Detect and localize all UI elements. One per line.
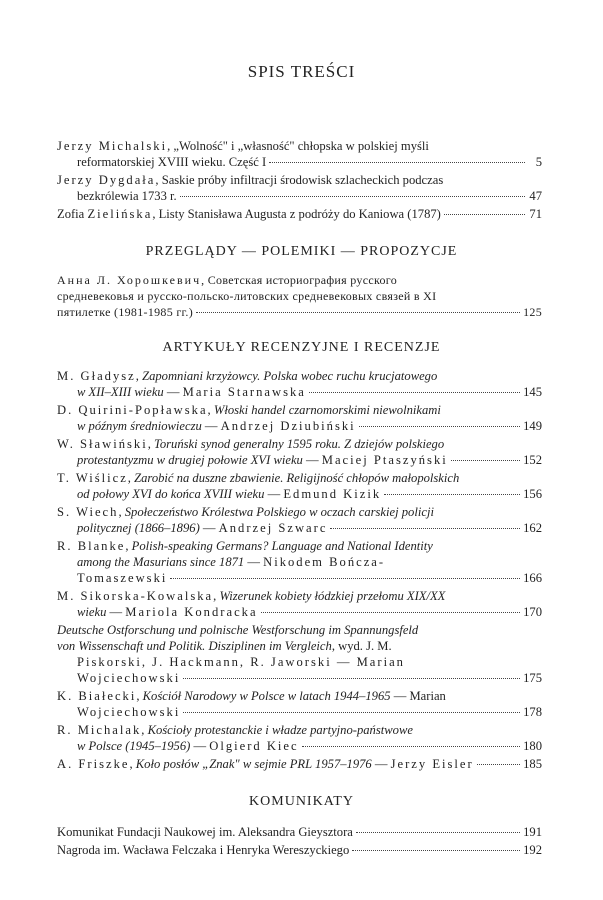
entry-title: Wizerunek kobiety łódzkiej przełomu XIX/XX — [219, 589, 446, 603]
leader-dots — [359, 426, 520, 427]
entry-reviewer: Maciej Ptaszyński — [321, 453, 448, 467]
toc-entry[interactable] — [57, 622, 542, 686]
page-number: 191 — [523, 825, 542, 839]
entry-reviewer-cont: Wojciechowski — [77, 671, 181, 685]
entry-author: M. Gładysz — [57, 369, 136, 383]
entry-title-cont: bezkrólewia 1733 r. — [77, 189, 177, 203]
entry-title-cont: w XII–XIII wieku — [77, 385, 164, 399]
entry-reviewer: Olgierd Kiec — [209, 739, 299, 753]
entry-title-cont: w Polsce (1945–1956) — [77, 739, 191, 753]
entry-reviewer: Edmund Kizik — [283, 487, 382, 501]
entry-reviewer: Maria Starnawska — [182, 385, 306, 399]
entry-title-cont: средневековья и русско-польско-литовских средневековых связей в XI — [57, 289, 437, 303]
toc-entry[interactable] — [57, 824, 542, 840]
page-number: 149 — [523, 419, 542, 433]
page-number: 180 — [523, 739, 542, 753]
entry-title: Zarobić na duszne zbawienie. Religijność chłopów małopolskich — [134, 471, 460, 485]
entry-author-first: Zofia — [57, 207, 85, 221]
page-number: 152 — [523, 453, 542, 467]
entry-author: M. Sikorska-Kowalska — [57, 589, 214, 603]
leader-dots — [183, 712, 520, 713]
entry-reviewer: Jerzy Eisler — [390, 757, 474, 771]
page-number: 185 — [523, 757, 542, 771]
toc-entry[interactable] — [57, 138, 542, 170]
page-title: SPIS TREŚCI — [247, 62, 356, 81]
toc-entry[interactable]: A. Friszke, Koło posłów „Znak" w sejmie PRL 1957–1976 — Jerzy Eisler 185 — [57, 757, 542, 771]
entry-title: Kościół Narodowy w Polsce w latach 1944–1965 — [142, 689, 391, 703]
entry-title: , „Wolność" i „własność" chłopska w polskiej myśli — [167, 139, 429, 153]
toc-entry[interactable]: M. Gładysz, Zapomniani krzyżowcy. Polska wobec ruchu krucjatowego w XII–XIII wieku — Maria Starnawska 145 — [57, 369, 542, 399]
entry-title-cont: von Wissenschaft und Politik. Disziplinen im Vergleich — [57, 639, 332, 653]
toc-entry[interactable]: R. Blanke, Polish-speaking Germans? Language and National Identity among the Masurians since 1871 — Nikodem Bończa- Tomaszewski 166 — [57, 539, 542, 585]
section-heading-polemiki: PRZEGLĄDY — POLEMIKI — PROPOZYCJE — [145, 244, 458, 259]
entry-title-cont: politycznej (1866–1896) — [77, 521, 200, 535]
toc-entry[interactable] — [57, 842, 542, 858]
entry-title: Deutsche Ostforschung und polnische Westforschung im Spannungsfeld — [57, 623, 419, 637]
entry-title: Toruński synod generalny 1595 roku. Z dziejów polskiego — [154, 437, 445, 451]
entry-author: Анна Л. Хорошкевич — [57, 273, 202, 287]
entry-author: W. Sławiński — [57, 437, 148, 451]
entry-title: Komunikat Fundacji Naukowej im. Aleksandra Gieysztora — [57, 825, 353, 839]
entry-editor-label: , wyd. J. M. — [331, 639, 392, 653]
entry-title: , Listy Stanisława Augusta z podróży do Kaniowa (1787) — [152, 207, 441, 221]
entry-title: Kościoły protestanckie i władze partyjno-państwowe — [147, 723, 413, 737]
entry-author: R. Michalak — [57, 723, 142, 737]
entry-editors: Piskorski, J. Hackmann, R. Jaworski — Marian — [77, 655, 405, 669]
leader-dots — [330, 528, 520, 529]
entry-reviewer: Andrzej Dziubiński — [220, 419, 356, 433]
entry-author: Jerzy Dygdała — [57, 173, 156, 187]
entry-reviewer: Nikodem Bończa- — [263, 555, 386, 569]
leader-dots — [444, 214, 525, 215]
entry-title: , Советская историография русского — [201, 273, 398, 287]
entry-reviewer: — Marian — [393, 689, 446, 703]
entry-reviewer: Andrzej Szwarc — [218, 521, 328, 535]
entry-author: D. Quirini-Popławska — [57, 403, 208, 417]
entry-author: R. Blanke — [57, 539, 126, 553]
page-number: 175 — [523, 671, 542, 685]
toc-entry[interactable]: R. Michalak, Kościoły protestanckie i władze partyjno-państwowe w Polsce (1945–1956) — Olgierd Kiec 180 — [57, 723, 542, 753]
page-number: 145 — [523, 385, 542, 399]
page-number: 156 — [523, 487, 542, 501]
toc-entry[interactable]: S. Wiech, Społeczeństwo Królestwa Polskiego w oczach carskiej policji politycznej (1866–1896) — Andrzej Szwarc 162 — [57, 505, 542, 535]
page-number: 166 — [523, 571, 542, 585]
leader-dots — [302, 746, 520, 747]
leader-dots — [477, 764, 520, 765]
entry-reviewer: Mariola Kondracka — [125, 605, 258, 619]
leader-dots — [180, 196, 525, 197]
entry-title: Nagroda im. Wacława Felczaka i Henryka Wereszyckiego — [57, 843, 350, 857]
entry-title: , Saskie próby infiltracji środowisk szlacheckich podczas — [155, 173, 444, 187]
leader-dots — [352, 850, 520, 851]
entry-title-cont: reformatorskiej XVIII wieku. Część I — [77, 155, 267, 169]
entry-title: Zapomniani krzyżowcy. Polska wobec ruchu krucjatowego — [142, 369, 438, 383]
toc-entry[interactable] — [57, 272, 542, 320]
entry-author: S. Wiech — [57, 505, 119, 519]
toc-entry[interactable]: M. Sikorska-Kowalska, Wizerunek kobiety łódzkiej przełomu XIX/XX wieku — Mariola Kondracka 170 — [57, 589, 542, 619]
entry-title-cont: among the Masurians since 1871 — [77, 555, 245, 569]
toc-entry[interactable]: T. Wiślicz, Zarobić na duszne zbawienie. Religijność chłopów małopolskich od połowy XVI do końca XVIII wieku — Edmund Kizik 156 — [57, 471, 542, 501]
entry-title-cont: wieku — [77, 605, 107, 619]
leader-dots — [170, 578, 520, 579]
page-number: 47 — [529, 189, 542, 203]
leader-dots — [269, 162, 525, 163]
page-number: 71 — [529, 207, 542, 221]
page-number: 162 — [523, 521, 542, 535]
entry-title: Polish-speaking Germans? Language and National Identity — [131, 539, 433, 553]
toc-entry[interactable]: W. Sławiński, Toruński synod generalny 1595 roku. Z dziejów polskiego protestantyzmu w drugiej połowie XVI wieku — Maciej Ptaszyński 152 — [57, 437, 542, 467]
leader-dots — [384, 494, 520, 495]
page-number: 170 — [523, 605, 542, 619]
entry-title: Włoski handel czarnomorskimi niewolnikami — [213, 403, 441, 417]
leader-dots — [196, 312, 520, 313]
entry-author: Jerzy Michalski — [57, 139, 168, 153]
entry-author: A. Friszke — [57, 757, 130, 771]
entry-title: Społeczeństwo Królestwa Polskiego w oczach carskiej policji — [124, 505, 434, 519]
entry-author: Zielińska — [87, 207, 153, 221]
page-number: 125 — [523, 305, 542, 319]
page-number: 178 — [523, 705, 542, 719]
leader-dots — [261, 612, 521, 613]
leader-dots — [309, 392, 520, 393]
entry-title-cont: w późnym średniowieczu — [77, 419, 202, 433]
leader-dots — [183, 678, 520, 679]
entry-reviewer-cont: Tomaszewski — [77, 571, 168, 585]
toc-entry[interactable]: K. Białecki, Kościół Narodowy w Polsce w latach 1944–1965 — Marian Wojciechowski 178 — [57, 689, 542, 719]
entry-title-cont: od połowy XVI do końca XVIII wieku — [77, 487, 265, 501]
entry-reviewer-cont: Wojciechowski — [77, 705, 181, 719]
entry-author: T. Wiślicz — [57, 471, 128, 485]
leader-dots — [451, 460, 520, 461]
page-number: 5 — [535, 155, 542, 169]
section-heading-recenzje: ARTYKUŁY RECENZYJNE I RECENZJE — [162, 340, 441, 355]
toc-entry[interactable] — [57, 172, 542, 204]
toc-entry[interactable]: D. Quirini-Popławska, Włoski handel czarnomorskimi niewolnikami w późnym średniowieczu — Andrzej Dziubiński 149 — [57, 403, 542, 433]
entry-title-cont: пятилетке (1981-1985 гг.) — [57, 305, 194, 319]
entry-author: K. Białecki — [57, 689, 137, 703]
toc-entry[interactable] — [57, 206, 542, 222]
section-heading-komunikaty: KOMUNIKATY — [249, 794, 354, 809]
page-number: 192 — [523, 843, 542, 857]
entry-title-cont: protestantyzmu w drugiej połowie XVI wieku — [77, 453, 303, 467]
leader-dots — [356, 832, 520, 833]
entry-title: Koło posłów „Znak" w sejmie PRL 1957–1976 — [135, 757, 372, 771]
